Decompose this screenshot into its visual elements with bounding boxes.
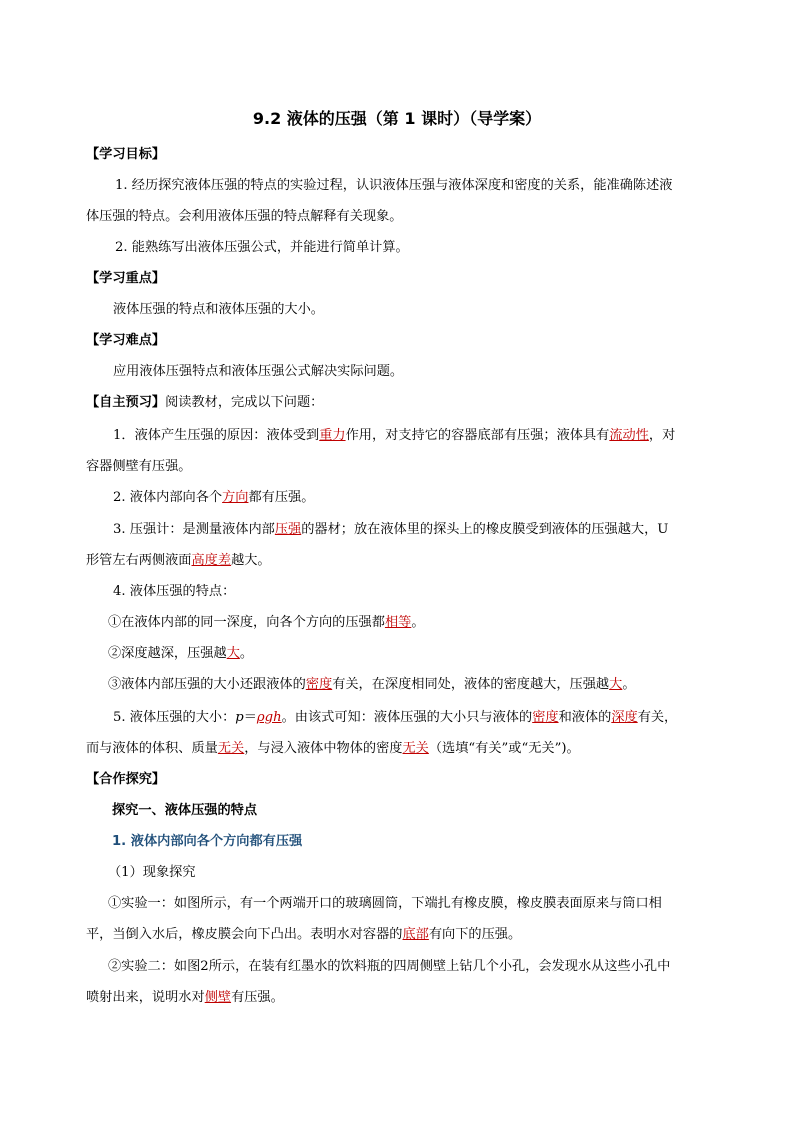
preview-intro: 阅读教材，完成以下问题： — [165, 395, 324, 410]
q1-text-b: 作用，对支持它的容器底部有压强；液体具有 — [345, 428, 610, 443]
key-text: 液体压强的特点和液体压强的大小。 — [113, 302, 324, 317]
q5-answer-depth: 深度 — [611, 710, 638, 725]
q5-text-d: 有关， — [637, 710, 678, 725]
experiment-1-line2 — [86, 919, 726, 950]
c1-text-b: 。 — [411, 615, 425, 630]
coop-subheading-2: 1. 液体内部向各个方向都有压强 — [112, 834, 303, 849]
q5-equals: ＝ — [243, 710, 257, 725]
goals-item2: 2. 能熟练写出液体压强公式，并能进行简单计算。 — [115, 240, 409, 255]
q5-text-b: 。由该式可知：液体压强的大小只与液体的 — [281, 710, 533, 725]
coop-subheading-1: 探究一、液体压强的特点 — [112, 803, 258, 818]
preview-q1-line1 — [113, 420, 753, 451]
experiment-2-line2 — [86, 982, 726, 1013]
q5-symbol-p: p — [235, 710, 244, 725]
c3-text-c: 。 — [622, 677, 636, 692]
key-heading: 【学习重点】 — [86, 271, 166, 286]
experiment-2-line1: ②实验二：如图2所示，在装有红墨水的饮料瓶的四周侧壁上钻几个小孔，会发现水从这些小孔中 — [108, 959, 671, 974]
characteristic-3 — [108, 669, 748, 700]
goals-item1-line2: 体压强的特点。会利用液体压强的特点解释有关现象。 — [86, 209, 403, 224]
c3-text-a: ③液体内部压强的大小还跟液体的 — [108, 677, 306, 692]
c3-answer-larger: 大 — [609, 677, 623, 692]
difficulty-text: 应用液体压强特点和液体压强公式解决实际问题。 — [113, 364, 404, 379]
preview-q5-line1 — [113, 702, 753, 733]
preview-q3-line1 — [113, 514, 753, 545]
c2-text-a: ②深度越深，压强越 — [108, 646, 227, 661]
q5-text-c: 和液体的 — [558, 710, 612, 725]
q3-line2-text-a: 形管左右两侧液面 — [86, 553, 192, 568]
q2-text-a: 2. 液体内部向各个 — [113, 490, 223, 505]
q3-line2-text-b: 越大。 — [231, 553, 271, 568]
e1-text-a: 平，当倒入水后，橡皮膜会向下凸出。表明水对容器的 — [86, 927, 403, 942]
preview-heading-line — [86, 387, 726, 418]
c1-text-a: ①在液体内部的同一深度，向各个方向的压强都 — [108, 615, 385, 630]
goals-item1-line1: 1. 经历探究液体压强的特点的实验过程，认识液体压强与液体深度和密度的关系，能准确陈述液 — [115, 178, 673, 193]
q2-text-b: 都有压强。 — [248, 490, 315, 505]
preview-q2 — [113, 482, 753, 513]
e1-text-b: 有向下的压强。 — [428, 927, 522, 942]
q5-text-a: 5. 液体压强的大小： — [113, 710, 236, 725]
c3-answer-density: 密度 — [305, 677, 333, 692]
preview-heading: 【自主预习】 — [86, 395, 166, 410]
q5-answer-formula: ρgh — [256, 710, 282, 725]
c3-text-b: 有关，在深度相同处，液体的密度越大，压强越 — [332, 677, 610, 692]
q1-answer-gravity: 重力 — [319, 428, 346, 443]
e2-text-a: 喷射出来，说明水对 — [86, 990, 205, 1005]
experiment-1-line1: ①实验一：如图所示，有一个两端开口的玻璃圆筒，下端扎有橡皮膜，橡皮膜表面原来与筒口相 — [108, 896, 662, 911]
coop-subheading-3: （1）现象探究 — [108, 865, 196, 880]
preview-q4: 4. 液体压强的特点： — [113, 584, 236, 599]
preview-q1-line2: 容器侧壁有压强。 — [86, 459, 192, 474]
q3-answer-pressure: 压强 — [274, 522, 302, 537]
q3-answer-height: 高度差 — [191, 553, 232, 568]
q3-text-a: 3. 压强计：是测量液体内部 — [113, 522, 275, 537]
q5-answer-unrelated-2: 无关 — [402, 741, 429, 756]
difficulty-heading: 【学习难点】 — [86, 333, 166, 348]
characteristic-2 — [108, 638, 748, 669]
coop-heading: 【合作探究】 — [86, 772, 166, 787]
preview-q5-line2 — [86, 733, 726, 764]
e1-answer: 底部 — [402, 927, 429, 942]
e2-answer: 侧壁 — [204, 990, 232, 1005]
q5-line2-text-b: ，与浸入液体中物体的密度 — [244, 741, 403, 756]
page-title: 9.2 液体的压强（第 1 课时）（导学案） — [252, 109, 542, 128]
characteristic-1 — [108, 607, 748, 638]
c1-answer: 相等 — [384, 615, 412, 630]
c2-answer: 大 — [226, 646, 240, 661]
q5-answer-density: 密度 — [532, 710, 559, 725]
q5-line2-text-a: 而与液体的体积、质量 — [86, 741, 218, 756]
q5-answer-unrelated-1: 无关 — [217, 741, 245, 756]
q5-line2-text-c: （选填“有关”或“无关”)。 — [428, 741, 580, 756]
preview-q3-line2 — [86, 545, 726, 576]
e2-text-b: 有压强。 — [231, 990, 284, 1005]
q1-text-a: 1．液体产生压强的原因：液体受到 — [113, 428, 320, 443]
q1-answer-fluidity: 流动性 — [609, 428, 649, 443]
q3-text-b: 的器材；放在液体里的探头上的橡皮膜受到液体的压强越大，U — [301, 522, 669, 537]
c2-text-b: 。 — [239, 646, 254, 661]
q1-text-c: ，对 — [648, 428, 676, 443]
q2-answer: 方向 — [222, 490, 249, 505]
goals-heading: 【学习目标】 — [86, 147, 166, 162]
